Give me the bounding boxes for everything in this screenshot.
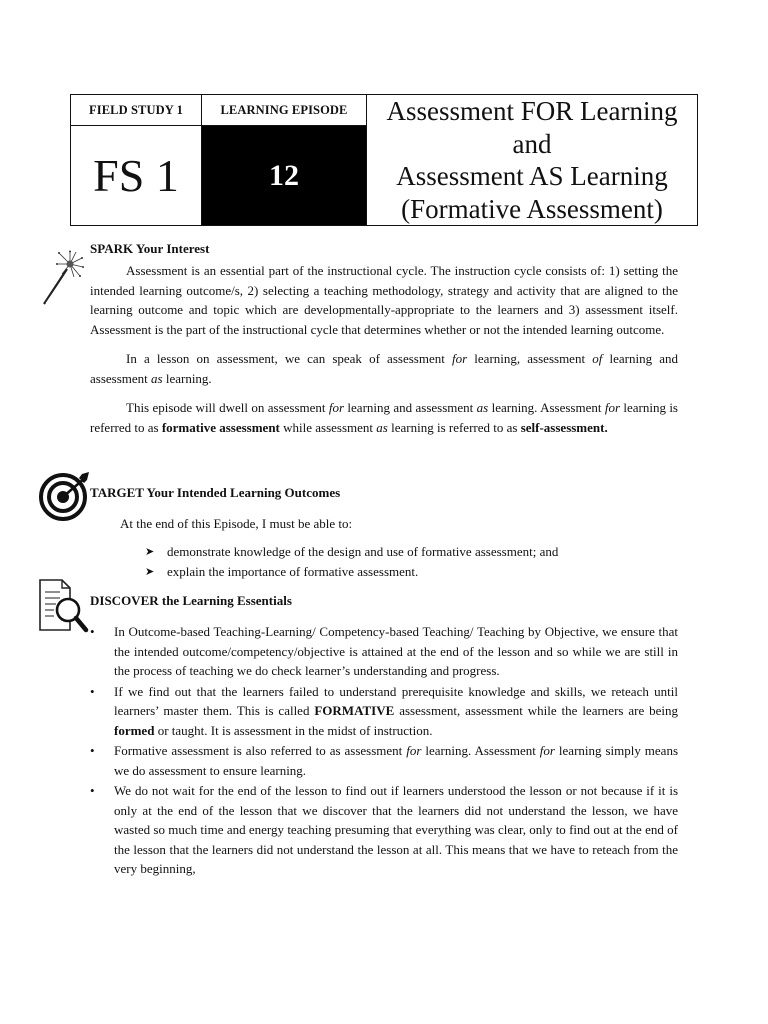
target-icon	[38, 470, 90, 522]
target-heading: TARGET Your Intended Learning Outcomes	[90, 485, 341, 500]
magnifier-document-icon	[34, 574, 90, 636]
target-intro: At the end of this Episode, I must be able to:	[120, 516, 353, 531]
arrowhead-bullet-icon: ➤	[145, 566, 155, 578]
learning-episode-label: LEARNING EPISODE	[202, 95, 367, 126]
list-item: • In Outcome-based Teaching-Learning/ Competency-based Teaching/ Teaching by Objective, we ensure that the intended outcome/competency/objective is attained at the end of the lesson and so while we are still in the process of teaching we do check learner’s understanding and progress.	[90, 624, 678, 678]
arrowhead-bullet-icon: ➤	[145, 546, 155, 558]
spark-text	[90, 261, 678, 437]
title-line: (Formative Assessment)	[401, 193, 663, 224]
episode-header	[70, 94, 698, 225]
sparkler-icon	[40, 250, 84, 306]
list-item: ➤ demonstrate knowledge of the design and use of formative assessment; and	[145, 542, 675, 562]
episode-title	[367, 95, 698, 226]
spark-paragraph-1: Assessment is an essential part of the instructional cycle. The instruction cycle consists of: 1) setting the intended learning outcome/s, 2) selecting a teaching methodology, strategy and activity that are aligned to the learning outcome and topic which are developmentally-appropriate to the learners and 3) assessment itself. Assessment is the part of the instructional cycle that determines whether or not the intended learning outcome.	[90, 263, 678, 337]
round-bullet-icon: •	[90, 783, 95, 798]
spark-heading: SPARK Your Interest	[90, 241, 210, 256]
title-line: Assessment FOR Learning	[386, 96, 678, 126]
title-line: Assessment AS Learning	[396, 161, 668, 191]
fs-code: FS 1	[71, 126, 202, 226]
episode-number: 12	[202, 126, 367, 226]
list-item: • Formative assessment is also referred to as assessment for learning. Assessment for learning simply means we do assessment to ensure learning.	[90, 743, 679, 778]
list-item: • We do not wait for the end of the lesson to find out if learners understood the lesson or not because if it is only at the end of the lesson that we discover that the learners did not understand the lesson, we have wasted so much time and energy teaching presuming that everything was clear, only to find out at the end of the lesson that the learners did not understand the lesson at all. This means that we have to reteach from the very beginning,	[90, 783, 678, 876]
discover-list	[90, 622, 678, 880]
target-outcomes-list	[145, 542, 675, 582]
spark-paragraph-3: This episode will dwell on assessment for learning and assessment as learning. Assessment for learning is referred to as formative assessment while assessment as learning is referred to as self-assessment.	[90, 400, 678, 435]
list-item: • If we find out that the learners failed to understand prerequisite knowledge and skills, we reteach until learners’ master them. This is called FORMATIVE assessment, assessment while the learners are being formed or taught. It is assessment in the midst of instruction.	[90, 683, 679, 738]
field-study-label: FIELD STUDY 1	[71, 95, 202, 126]
discover-heading: DISCOVER the Learning Essentials	[90, 593, 292, 608]
round-bullet-icon: •	[90, 624, 95, 639]
title-line: and	[512, 128, 552, 159]
round-bullet-icon: •	[90, 683, 95, 699]
spark-paragraph-2: In a lesson on assessment, we can speak of assessment for learning, assessment of learning and assessment as learning.	[90, 351, 678, 386]
list-item: ➤ explain the importance of formative assessment.	[145, 562, 675, 582]
round-bullet-icon: •	[90, 743, 95, 758]
